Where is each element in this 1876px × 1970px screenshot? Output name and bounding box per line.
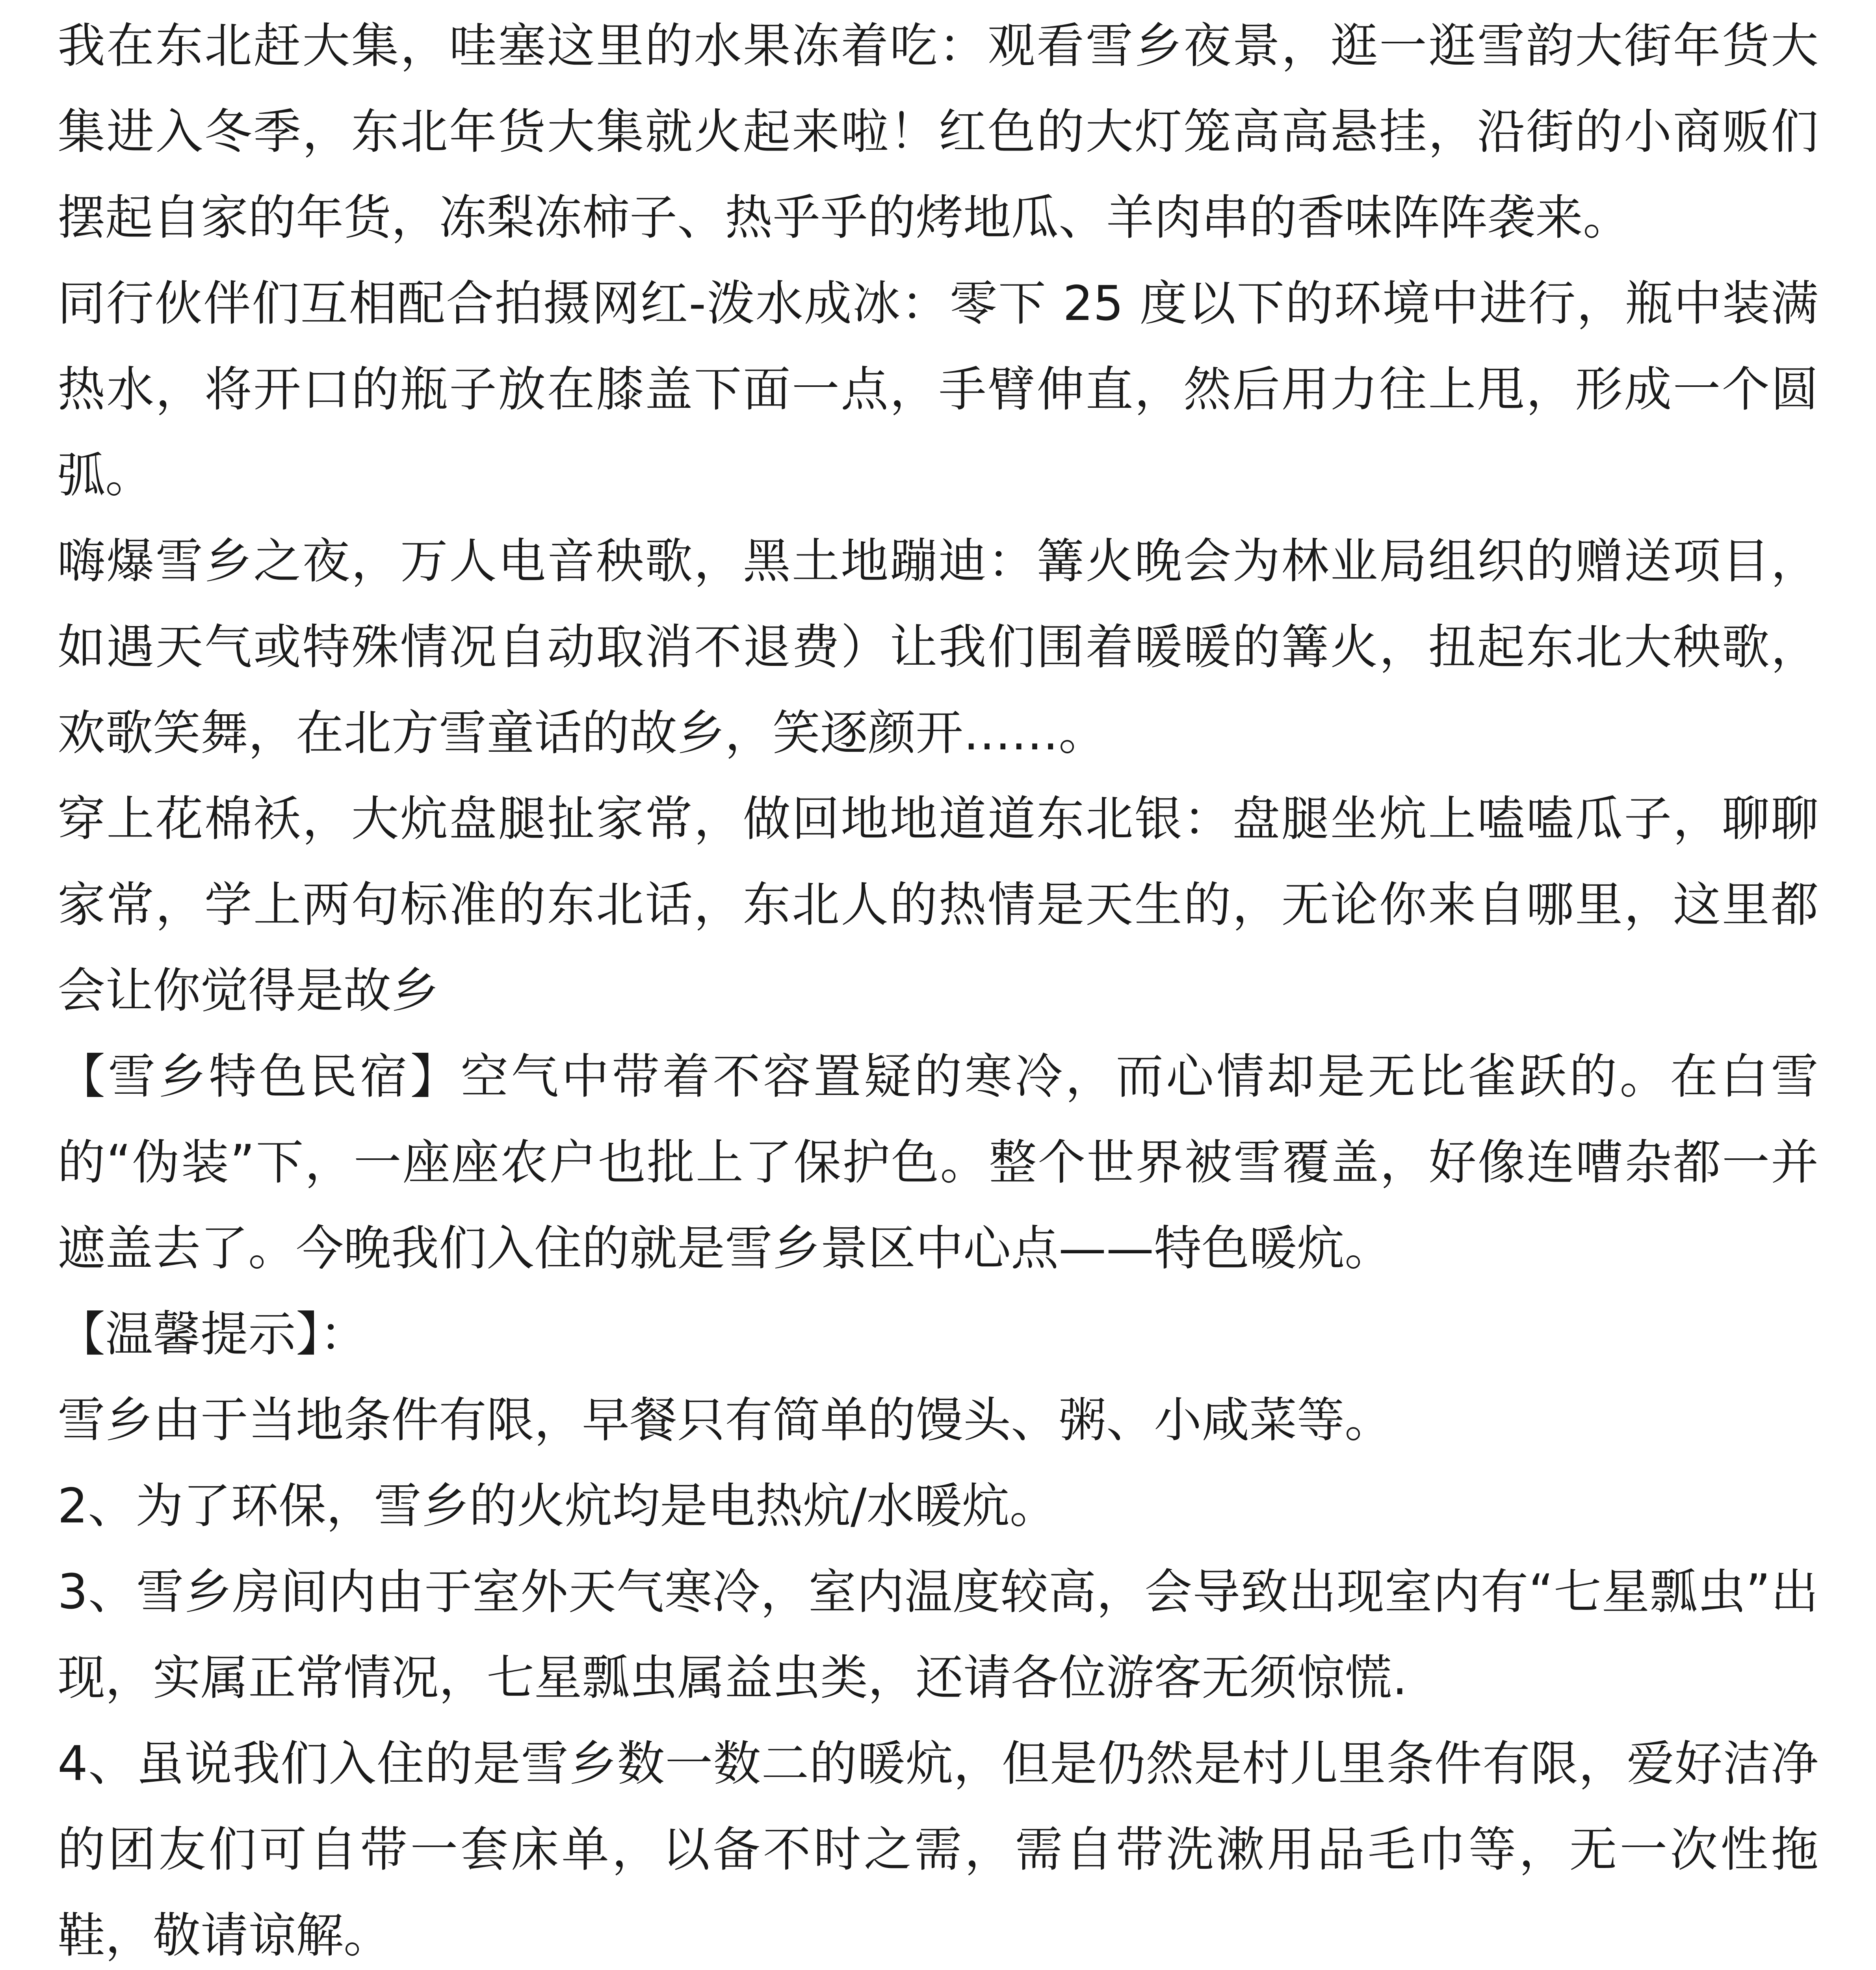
document-body [58,3,1818,1970]
paragraph-tip-heating: 2、为了环保，雪乡的火炕均是电热炕/水暖炕。 [58,1478,1057,1534]
paragraph-bonfire-night: 嗨爆雪乡之夜，万人电音秧歌，黑土地蹦迪：篝火晚会为林业局组织的赠送项目，如遇天气或特殊情况自动取消不退费）让我们围着暖暖的篝火，扭起东北大秧歌，欢歌笑舞，在北方雪童话的故乡，笑逐颜开……。 [58,533,1818,761]
paragraph-tips-title: 【温馨提示】： [58,1307,368,1362]
paragraph-kang-chat: 穿上花棉袄，大炕盘腿扯家常，做回地地道道东北银：盘腿坐炕上嗑嗑瓜子，聊聊家常，学上两句标准的东北话，东北人的热情是天生的，无论你来自哪里，这里都会让你觉得是故乡 [58,791,1818,1018]
paragraph-tip-breakfast: 雪乡由于当地条件有限，早餐只有简单的馒头、粥、小咸菜等。 [58,1392,1393,1448]
paragraph-tip-bedding: 4、虽说我们入住的是雪乡数一数二的暖炕，但是仍然是村儿里条件有限，爱好洁净的团友们可自带一套床单，以备不时之需，需自带洗漱用品毛巾等，无一次性拖鞋，敬请谅解。 [58,1736,1818,1963]
paragraph-market: 我在东北赶大集，哇塞这里的水果冻着吃：观看雪乡夜景，逛一逛雪韵大街年货大集进入冬季，东北年货大集就火起来啦！红色的大灯笼高高悬挂，沿街的小商贩们摆起自家的年货，冻梨冻柿子、热乎乎的烤地瓜、羊肉串的香味阵阵袭来。 [58,18,1818,245]
paragraph-homestay: 【雪乡特色民宿】空气中带着不容置疑的寒冷，而心情却是无比雀跃的。在白雪的“伪装”下，一座座农户也批上了保护色。整个世界被雪覆盖，好像连嘈杂都一并遮盖去了。今晚我们入住的就是雪乡景区中心点——特色暖炕。 [58,1049,1818,1276]
paragraph-tip-ladybugs: 3、雪乡房间内由于室外天气寒冷，室内温度较高，会导致出现室内有“七星瓢虫”出现，实属正常情况，七星瓢虫属益虫类，还请各位游客无须惊慌. [58,1564,1818,1706]
paragraph-water-to-ice: 同行伙伴们互相配合拍摄网红-泼水成冰：零下 25 度以下的环境中进行，瓶中装满热水，将开口的瓶子放在膝盖下面一点，手臂伸直，然后用力往上甩，形成一个圆弧。 [58,276,1818,503]
